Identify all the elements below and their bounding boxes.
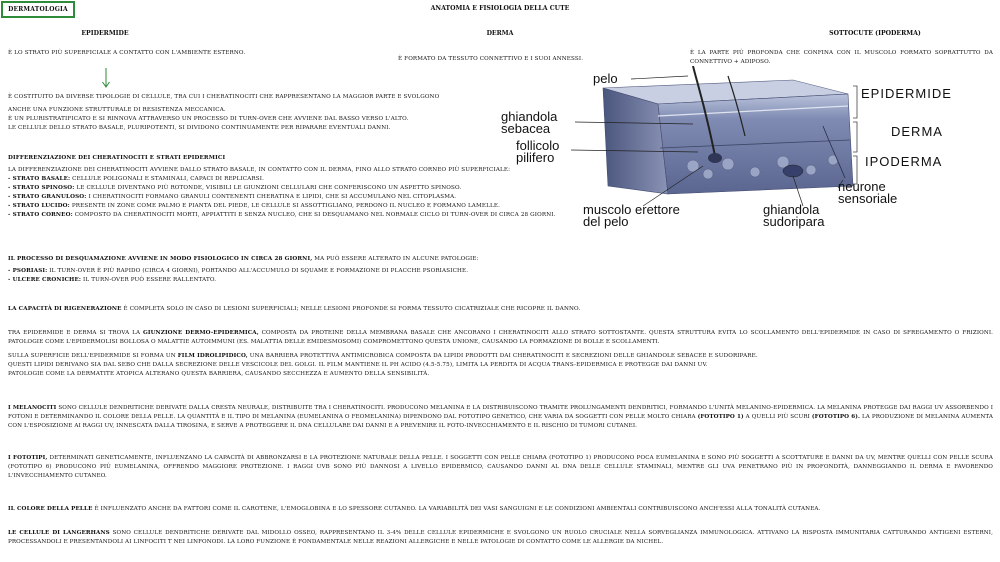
rigenerazione-paragraph: LA CAPACITÀ DI RIGENERAZIONE È COMPLETA SOLO IN CASO DI LESIONI SUPERFICIALI; NELLE LESIONI PROFONDE SI FORMA TESSUTO CICATRIZIALE CHE RICOPRE IL DANNO. [8,306,581,312]
label-ghiandola-sudoripara: ghiandola [763,202,820,217]
heading-derma: DERMA [486,30,514,37]
list-item: - STRATO LUCIDO: PRESENTE IN ZONE COME PALMO E PIANTA DEL PIEDE, LE CELLULE SI ASSOTTIGLIANO, PERDONO IL NUCLEO E FORMANO LAMELLE. [8,203,501,209]
label-muscolo-erettore: muscolo erettore [583,202,680,217]
list-item: - STRATO SPINOSO: LE CELLULE DIVENTANO PIÙ ROTONDE, VISIBILI LE GIUNZIONI CELLULARI CHE CONFERISCONO UN ASPETTO SPINOSO. [8,185,462,191]
differenziazione-block [8,154,556,220]
svg-text:sebacea: sebacea [501,121,551,136]
sottocute-text: È LA PARTE PIÙ PROFONDA CHE CONFINA CON IL MUSCOLO FORMATO SOPRATTUTTO DA CONNETTIVO + ADIPOSO. [690,50,993,66]
differenziazione-intro: LA DIFFERENZIAZIONE DEI CHERATINOCITI AVVIENE DALLO STRATO BASALE, IN CONTATTO CON IL DERMA, FINO ALLO STRATO CORNEO PIÙ SUPERFICIALE: [8,167,511,173]
label-epidermide: EPIDERMIDE [861,86,952,101]
colore-paragraph: IL COLORE DELLA PELLE È INFLUENZATO ANCHE DA FATTORI COME IL CAROTENE, L'EMOGLOBINA E LO SPESSORE CUTANEO. LA VARIABILITÀ DEI VASI SANGUIGNI E LE CONDIZIONI AMBIENTALI CONTRIBUISCONO ANCH'ESSI ALLA TONALITÀ CUTANEA. [8,506,821,512]
list-item: - ULCERE CRONICHE: IL TURN-OVER PUÒ ESSERE RALLENTATO. [8,277,217,283]
list-item: - PSORIASI: IL TURN-OVER È PIÙ RAPIDO (CIRCA 4 GIORNI), PORTANDO ALL'ACCUMULO DI SQUAME E FORMAZIONE DI PLACCHE PSORIASICHE. [8,268,469,274]
svg-text:pilifero: pilifero [516,150,555,165]
list-item: - STRATO GRANULOSO: I CHERATINOCITI FORMANO GRANULI CONTENENTI CHERATINA E LIPIDI, CHE SI ACCUMULANO NEL CITOPLASMA. [8,194,457,200]
epidermide-text: È LO STRATO PIÙ SUPERFICIALE A CONTATTO CON L'AMBIENTE ESTERNO. [8,50,246,56]
differenziazione-heading: DIFFERENZIAZIONE DEI CHERATINOCITI E STRATI EPIDERMICI [8,155,226,161]
fototipi-paragraph: I FOTOTIPI, DETERMINATI GENETICAMENTE, INFLUENZANO LA CAPACITÀ DI ABBRONZARSI E LA PROTEZIONE NATURALE DELLA PELLE. I SOGGETTI CON PELLE CHIARA (FOTOTIPO 1) PRODUCONO POCA EUMELANINA E SONO PIÙ SOGGETTI A SCOTTATURE E DANNI DA UV, MENTRE QUELLI CON PELLE SCURA (FOTOTIPO 6) PRODUCONO PIÙ EUMELANINA, OFFRENDO MAGGIORE PROTEZIONE. I RAGGI UVB SONO PIÙ DANNOSI A LIVELLO EPIDERMICO, CAUSANDO DANNI AL DNA DELLE CELLULE STAMINALI, MENTRE GLI UVA PENETRANO PIÙ IN PROFONDITÀ, DANNEGGIANDO IL DERMA E FAVORENDO L'INVECCHIAMENTO CUTANEO. [8,455,994,480]
desquamazione-heading: IL PROCESSO DI DESQUAMAZIONE AVVIENE IN MODO FISIOLOGICO IN CIRCA 28 GIORNI, [8,256,313,262]
down-arrow-icon [101,68,111,90]
desquamazione-block: IL PROCESSO DI DESQUAMAZIONE AVVIENE IN MODO FISIOLOGICO IN CIRCA 28 GIORNI, MA PUÒ ESSERE ALTERATO IN ALCUNE PATOLOGIE: - PSORIASI: IL TURN-OVER È PIÙ RAPIDO (CIRCA 4 GIORNI), PORTANDO ALL'ACCUMULO DI SQUAME E FORMAZIONE DI PLACCHE PSORIASICHE. - ULCERE CRONICHE: IL TURN-OVER PUÒ ESSERE RALLENTATO. [8,256,479,283]
svg-text:sensoriale: sensoriale [838,191,898,206]
svg-text:sudoripara: sudoripara [763,214,825,229]
intro-block [8,93,439,133]
page-title: ANATOMIA E FISIOLOGIA DELLA CUTE [430,5,570,12]
section-tag: DERMATOLOGIA [1,1,75,18]
label-derma: DERMA [891,124,943,139]
label-neurone-sensoriale: neurone [838,179,886,194]
intro-line: LE CELLULE DELLO STRATO BASALE, PLURIPOTENTI, SI DIVIDONO CONTINUAMENTE PER RIPARARE EVENTUALI DANNI. [8,125,391,131]
label-ghiandola-sebacea: ghiandola [501,109,558,124]
label-ipoderma: IPODERMA [865,154,943,169]
svg-text:del pelo: del pelo [583,214,629,229]
label-pelo: pelo [593,71,618,86]
intro-line: È UN PLURISTRATIFICATO E SI RINNOVA ATTRAVERSO UN PROCESSO DI TURN-OVER CHE AVVIENE DAL BASSO VERSO L'ALTO. [8,116,409,122]
heading-sottocute: SOTTOCUTE (IPODERMA) [829,30,921,37]
intro-line: È COSTITUITO DA DIVERSE TIPOLOGIE DI CELLULE, TRA CUI I CHERATINOCITI CHE RAPPRESENTANO LA MAGGIOR PARTE E SVOLGONO [8,94,440,100]
heading-epidermide: EPIDERMIDE [81,30,129,37]
label-follicolo-pilifero: follicolo [516,138,560,153]
derma-text: È FORMATO DA TESSUTO CONNETTIVO E I SUOI ANNESSI. [398,56,584,62]
skin-diagram [493,66,1000,232]
list-item: - STRATO BASALE: CELLULE POLIGONALI E STAMINALI, CAPACI DI REPLICARSI. [8,176,265,182]
list-item: - STRATO CORNEO: COMPOSTO DA CHERATINOCITI MORTI, APPIATTITI E SENZA NUCLEO, CHE SI DESQUAMANO NEL NORMALE CICLO DI TURN-OVER DI CIRCA 28 GIORNI. [8,212,556,218]
langerhans-paragraph: LE CELLULE DI LANGERHANS SONO CELLULE DENDRITICHE DERIVATE DAL MIDOLLO OSSEO, RAPPRESENTANO IL 3-4% DELLE CELLULE EPIDERMICHE E SVOLGONO UN RUOLO CRUCIALE NELLA SORVEGLIANZA IMMUNOLOGICA. ATTIVANO LA RISPOSTA IMMUNITARIA CATTURANDO ANTIGENI ESTERNI, PROCESSANDOLI E PRESENTANDOLI AI LINFOCITI T NEI LINFONODI. LA LORO FUNZIONE È FONDAMENTALE NELLE REAZIONI ALLERGICHE E NELLE PATOLOGIE DI CONTATTO COME LE ALLERGIE DA NICHEL. [8,530,993,546]
giunzione-paragraph: TRA EPIDERMIDE E DERMA SI TROVA LA GIUNZIONE DERMO-EPIDERMICA, COMPOSTA DA PROTEINE DELLA MEMBRANA BASALE CHE ANCORANO I CHERATINOCITI ALLO STRATO SOTTOSTANTE. QUESTA STRUTTURA EVITA LO SCOLLAMENTO DELL'EPIDERMIDE IN CASO DI SFREGAMENTO O FRIZIONI. PATOLOGIE COME L'EPIDERMOLISI BOLLOSA O MALATTIE AUTOIMMUNI (ES. MALATTIA DELLE EMIDESMOSOMI) COMPROMETTONO QUESTA UNIONE, CAUSANDO LA FORMAZIONE DI BOLLE E SCOLLAMENTI. [8,330,994,346]
intro-line: ANCHE UNA FUNZIONE STRUTTURALE DI RESISTENZA MECCANICA. [8,107,226,113]
film-paragraph: SULLA SUPERFICIE DELL'EPIDERMIDE SI FORMA UN FILM IDROLIPIDICO, UNA BARRIERA PROTETTIVA ANTIMICROBICA COMPOSTA DA LIPIDI PRODOTTI DAI CHERATINOCITI E SECREZIONI DELLE GHIANDOLE SEBACEE E SUDORIPARE. QUESTI LIPIDI DERIVANO SIA DAL SEBO CHE DALLA SECREZIONE DELLE VESCICOLE DEL GOLGI. IL FILM MANTIENE IL PH ACIDO (4.5-5.75), LIMITA LA PERDITA DI ACQUA TRANS-EPIDERMICA E PROTEGGE DAI DANNI UV. PATOLOGIE COME LA DERMATITE ATOPICA ALTERANO QUESTA BARRIERA, CAUSANDO SECCHEZZA E AUMENTO DELLA SENSIBILITÀ. [8,353,758,377]
melanociti-paragraph: I MELANOCITI SONO CELLULE DENDRITICHE DERIVATE DALLA CRESTA NEURALE, DISTRIBUITE TRA I CHERATINOCITI. PRODUCONO MELANINA E LA DISTRIBUISCONO TRAMITE PROLUNGAMENTI DENDRITICI, FORMANDO L'UNITÀ MELANINO-EPIDERMICA. LA MELANINA PROTEGGE DAI RAGGI UV ASSORBENDO I FOTONI E DETERMINANDO IL COLORE DELLA PELLE. LA QUANTITÀ E IL TIPO DI MELANINA (EUMELANINA O FEOMELANINA) DIPENDONO DAL FOTOTIPO GENETICO, CHE VARIA DA SOGGETTI CON PELLE MOLTO CHIARA (FOTOTIPO 1) A QUELLI PIÙ SCURI (FOTOTIPO 6). LA PRODUZIONE DI MELANINA AUMENTA CON L'ESPOSIZIONE AI RAGGI UV, INNESCATA DALLA TIROSINA, E SERVE A PROTEGGERE IL DNA CELLULARE DAI DANNI E A PREVENIRE IL FOTO-INVECCHIAMENTO E IL RISCHIO DI TUMORI CUTANEI. [8,405,994,430]
